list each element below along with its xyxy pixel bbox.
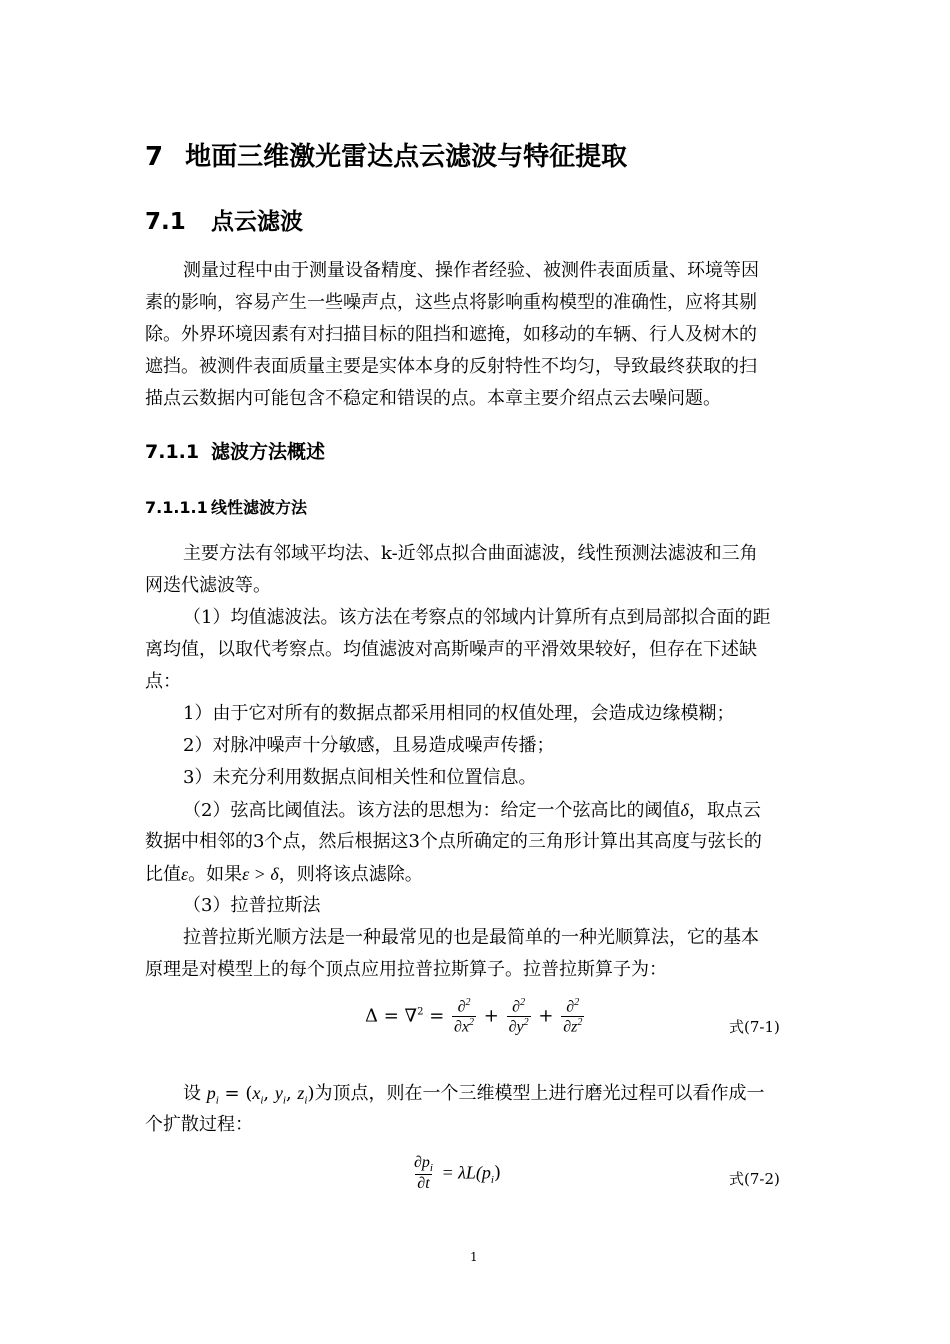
rhs-close: ) (493, 1162, 502, 1184)
var-z: z (297, 1083, 305, 1103)
list-item: 3）未充分利用数据点间相关性和位置信息。 (183, 767, 537, 788)
paragraph-line: 点： (145, 671, 181, 692)
paragraph-line: 除。外界环境因素有对扫描目标的阻挡和遮掩，如移动的车辆、行人及树木的 (145, 324, 757, 345)
fraction-x (452, 997, 476, 1036)
denominator: ∂y (508, 1018, 524, 1036)
subsubsection-title: 线性滤波方法 (211, 498, 308, 517)
section-heading (145, 203, 303, 236)
partial: ∂ (566, 998, 575, 1016)
fraction-z (561, 997, 584, 1036)
chapter-heading (145, 136, 627, 173)
paragraph-line: 测量过程中由于测量设备精度、操作者经验、被测件表面质量、环境等因 (183, 260, 759, 281)
eq-lhs: Δ = ∇ (365, 1005, 418, 1027)
paragraph-line (183, 801, 761, 820)
partial: ∂ (512, 998, 521, 1016)
rhs-sub: i (490, 1174, 494, 1187)
paragraph-line: 描点云数据内可能包含不稳定和错误的点。本章主要介绍点云去噪问题。 (145, 388, 721, 409)
rhs-p: p (481, 1162, 491, 1183)
denominator: ∂x (454, 1018, 470, 1036)
fraction-dp-dt (412, 1154, 435, 1193)
text-run: （2）弦高比阈值法。该方法的思想为：给定一个弦高比的阈值 (183, 800, 681, 821)
sup: 2 (577, 1016, 583, 1028)
eq-open: = ( (218, 1083, 253, 1104)
text-run: 。如果 (188, 864, 243, 885)
paren-close: ) (307, 1083, 315, 1104)
section-title: 点云滤波 (211, 209, 303, 235)
chapter-number: 7 (145, 142, 164, 172)
text-run: 设 (183, 1083, 201, 1104)
sub-i: i (282, 1094, 286, 1107)
paragraph-line: 拉普拉斯光顺方法是一种最常见的也是最简单的一种光顺算法，它的基本 (183, 927, 759, 948)
subsubsection-number: 7.1.1.1 (145, 498, 208, 517)
subsection-title: 滤波方法概述 (211, 441, 326, 463)
numerator: ∂p (414, 1154, 430, 1171)
subsubsection-heading (145, 495, 307, 518)
text-run: 比值 (145, 864, 181, 885)
rhs: = λL( (436, 1162, 482, 1183)
var-y: y (274, 1083, 283, 1103)
eq-lhs-sup: 2 (417, 1006, 424, 1018)
text-run: 为顶点，则在一个三维模型上进行磨光过程可以看作成一 (314, 1083, 765, 1104)
symbol-delta: δ (680, 800, 689, 820)
paragraph-line: 离均值，以取代考察点。均值滤波对高斯噪声的平滑效果较好，但存在下述缺 (145, 639, 757, 660)
var-p: p (206, 1083, 216, 1103)
sup: 2 (574, 997, 580, 1008)
list-item: 1）由于它对所有的数据点都采用相同的权值处理，会造成边缘模糊； (183, 703, 735, 724)
sub: i (429, 1162, 433, 1175)
sub-i: i (215, 1094, 219, 1107)
subsection-number: 7.1.1 (145, 441, 200, 463)
plus: + (538, 1005, 554, 1027)
plus: + (483, 1005, 499, 1027)
paragraph-line: 遮挡。被测件表面质量主要是实体本身的反射特性不均匀，导致最终获取的扫 (145, 356, 757, 377)
sup: 2 (469, 1016, 475, 1028)
paragraph-line: （3）拉普拉斯法 (183, 895, 321, 916)
symbol-epsilon: ε (181, 864, 189, 884)
subsection-heading (145, 437, 325, 464)
fraction-y (507, 997, 531, 1036)
list-item: 2）对脉冲噪声十分敏感，且易造成噪声传播； (183, 735, 555, 756)
text-run: ，取点云 (688, 800, 761, 821)
text-run: ，则将该点滤除。 (278, 864, 423, 885)
eq-sign: = (429, 1005, 445, 1027)
sub-i: i (260, 1094, 264, 1107)
denominator: ∂t (417, 1175, 430, 1193)
paragraph-line: 素的影响，容易产生一些噪声点，这些点将影响重构模型的准确性，应将其剔 (145, 292, 757, 313)
paragraph-line: （1）均值滤波法。该方法在考察点的邻域内计算所有点到局部拟合面的距 (183, 607, 771, 628)
equation-label: 式(7-2) (729, 1170, 780, 1188)
condition: ε > δ (242, 864, 279, 884)
sup: 2 (465, 997, 471, 1008)
paragraph-line: 主要方法有邻域平均法、k-近邻点拟合曲面滤波，线性预测法滤波和三角 (183, 543, 758, 564)
partial: ∂ (457, 998, 466, 1016)
paragraph-line: 个扩散过程： (145, 1114, 253, 1135)
equation-7-2 (410, 1154, 501, 1193)
comma: , (285, 1083, 298, 1104)
sub-i: i (304, 1094, 308, 1107)
section-number: 7.1 (145, 209, 186, 235)
sup: 2 (523, 1016, 529, 1028)
chapter-title: 地面三维激光雷达点云滤波与特征提取 (185, 142, 628, 172)
equation-label: 式(7-1) (729, 1018, 780, 1036)
equation-7-1 (365, 997, 586, 1036)
paragraph-line (183, 1084, 765, 1107)
paragraph-line: 原理是对模型上的每个顶点应用拉普拉斯算子。拉普拉斯算子为： (145, 959, 667, 980)
denominator: ∂z (563, 1018, 578, 1036)
paragraph-line (145, 865, 423, 884)
page-number: 1 (470, 1250, 478, 1264)
var-x: x (252, 1083, 261, 1103)
paragraph-line: 数据中相邻的3个点，然后根据这3个点所确定的三角形计算出其高度与弦长的 (145, 831, 762, 852)
sup: 2 (520, 997, 526, 1008)
comma: , (263, 1083, 275, 1104)
paragraph-line: 网迭代滤波等。 (145, 575, 271, 596)
